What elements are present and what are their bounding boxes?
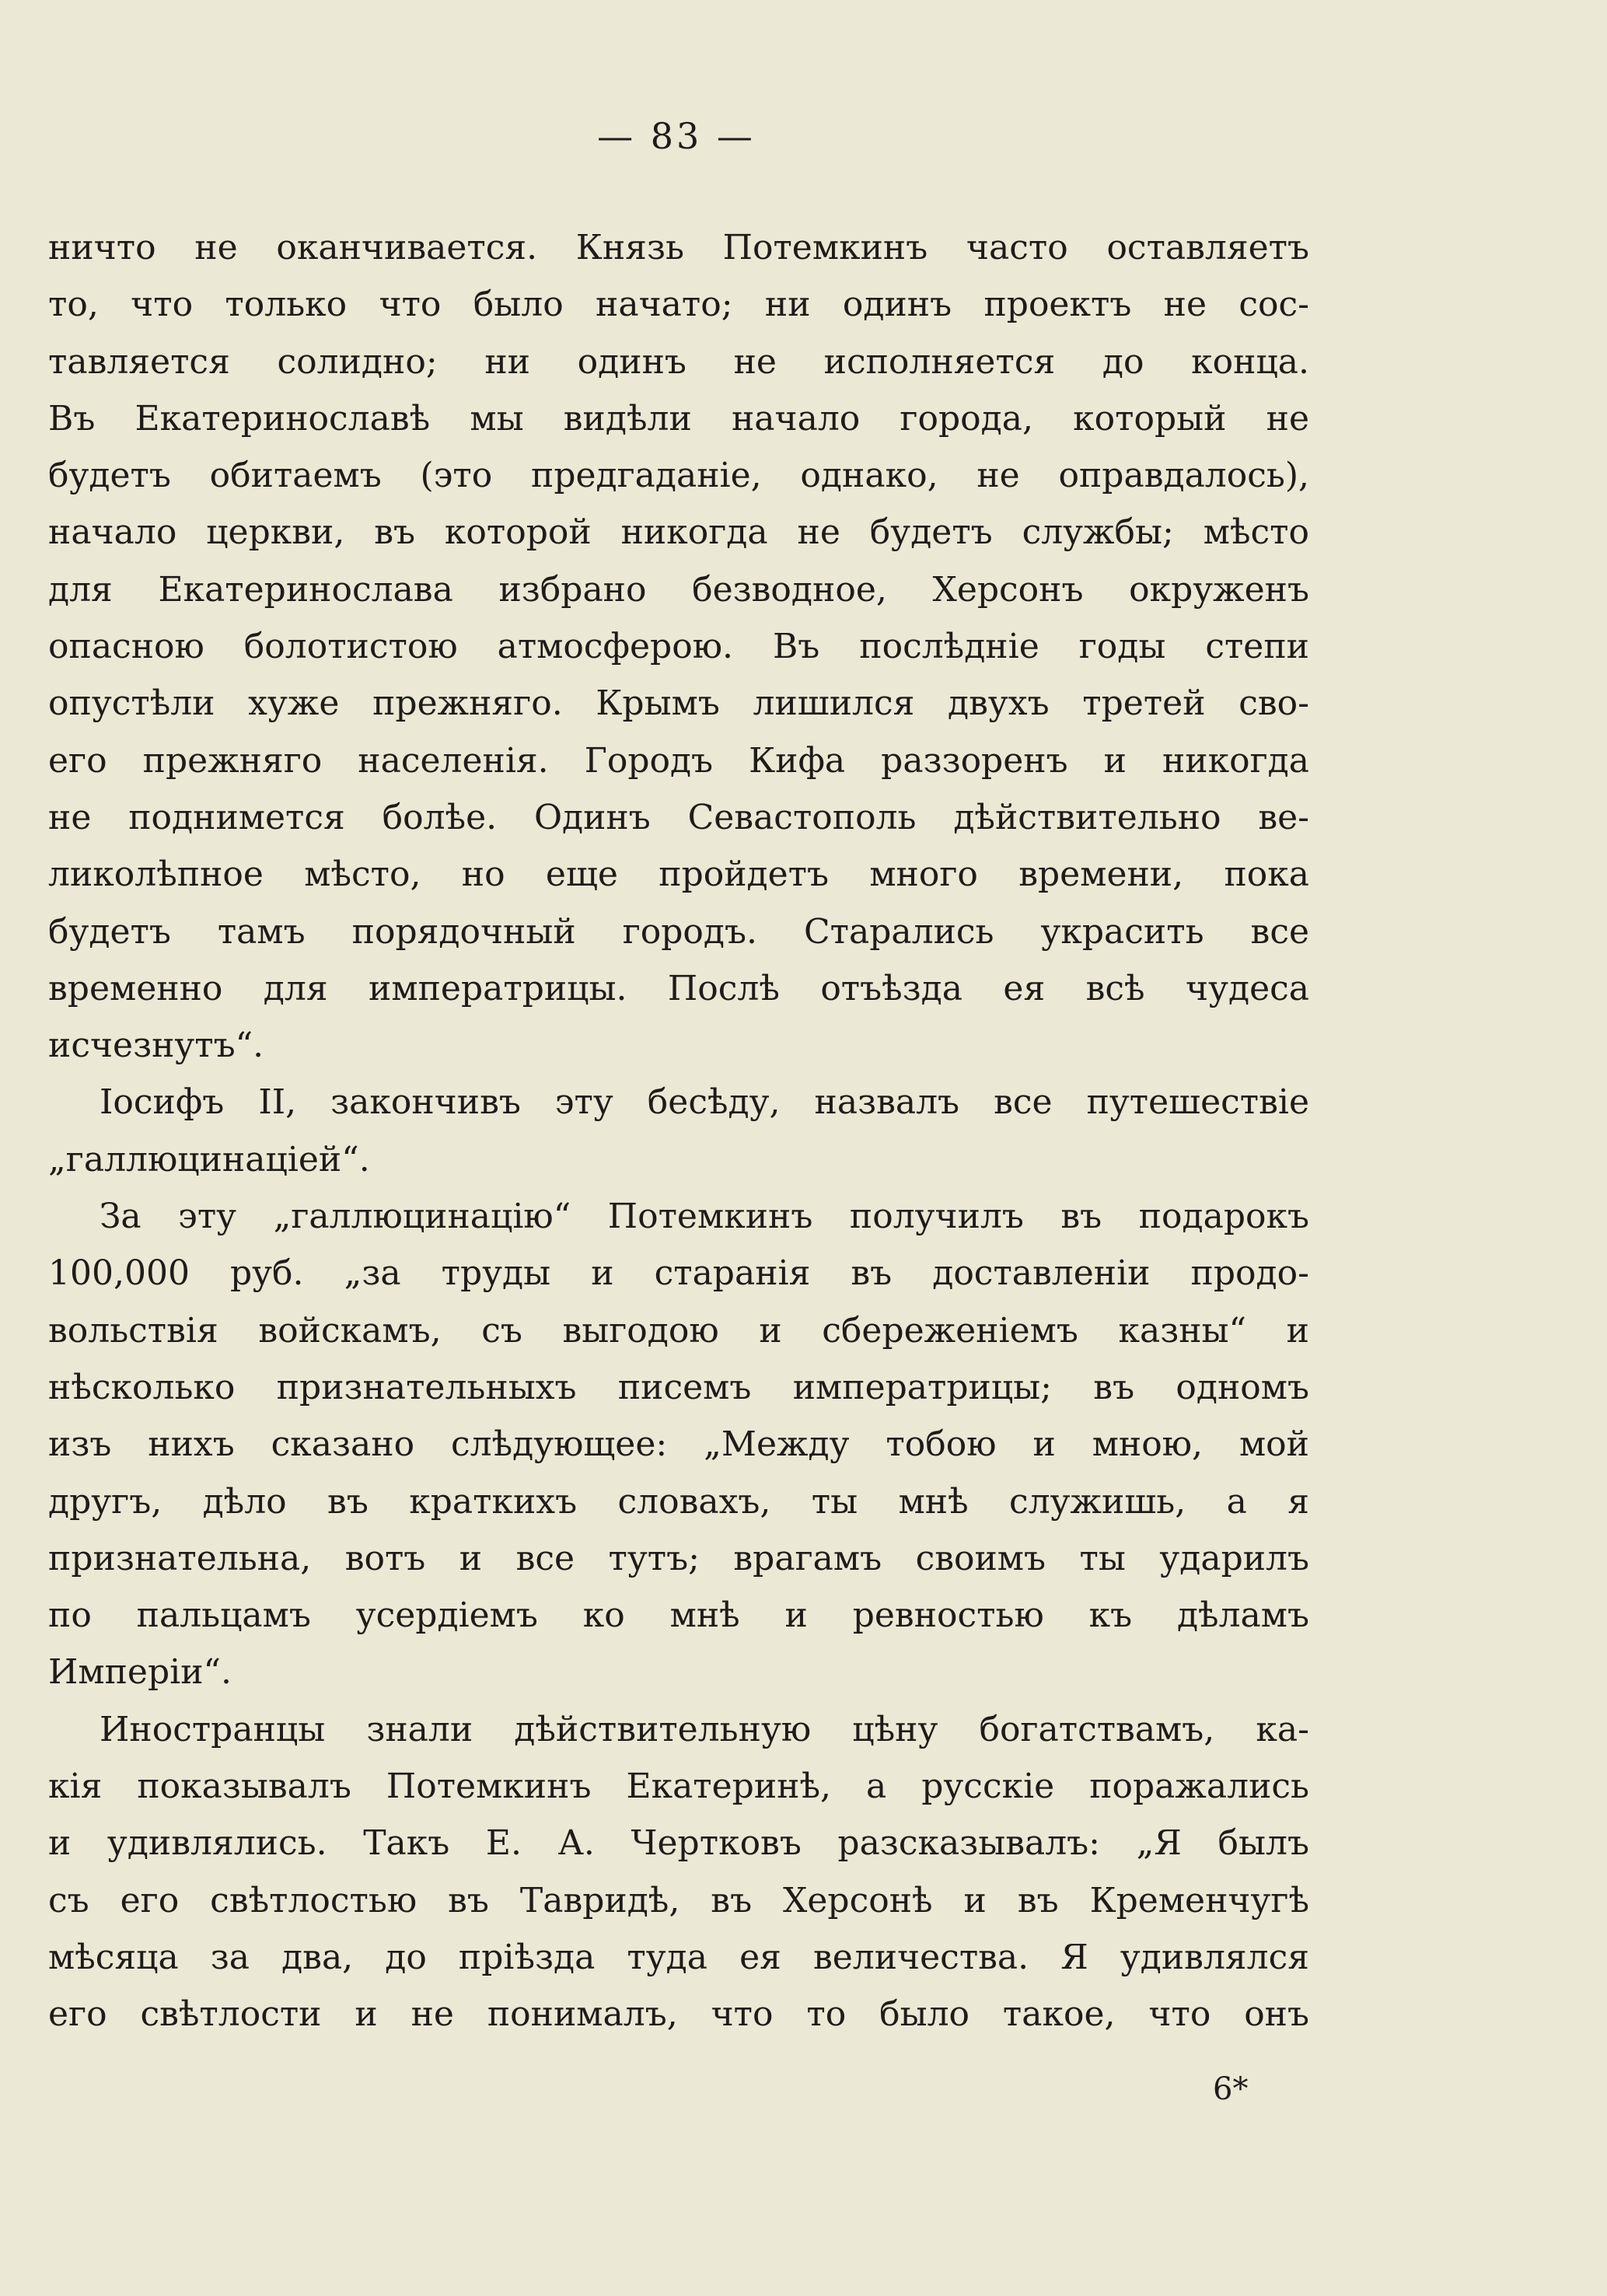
paragraph-end-line: исчезнутъ“. <box>48 1026 264 1066</box>
text-line: опасною болотистою атмосферою. Въ послѣдніе годы степи <box>48 627 1309 667</box>
text-line: съ его свѣтлостью въ Тавридѣ, въ Херсонѣ и въ Кременчугѣ <box>48 1880 1309 1920</box>
text-line: начало церкви, въ которой никогда не будетъ службы; мѣсто <box>48 512 1309 553</box>
text-line: временно для императрицы. Послѣ отъѣзда ея всѣ чудеса <box>48 968 1309 1008</box>
page-number: — 83 — <box>597 115 756 157</box>
text-line: нѣсколько признательныхъ писемъ императрицы; въ одномъ <box>48 1367 1309 1407</box>
text-line: для Екатеринослава избрано безводное, Херсонъ окруженъ <box>48 569 1309 610</box>
text-line: будетъ тамъ порядочный городъ. Старались украсить все <box>48 911 1309 952</box>
text-line: мѣсяца за два, до пріѣзда туда ея величества. Я удивлялся <box>48 1937 1309 1977</box>
text-line: его свѣтлости и не понималъ, что то было такое, что онъ <box>48 1994 1309 2035</box>
text-line: вольствія войскамъ, съ выгодою и сбереженіемъ казны“ и <box>48 1310 1309 1351</box>
body-text <box>48 219 1309 2043</box>
text-line: опустѣли хуже прежняго. Крымъ лишился двухъ третей сво- <box>48 683 1309 724</box>
paragraph-start-line: За эту „галлюцинацію“ Потемкинъ получилъ въ подарокъ <box>100 1197 1309 1237</box>
text-line: будетъ обитаемъ (это предгаданіе, однако, не оправдалось), <box>48 456 1309 496</box>
text-line: и удивлялись. Такъ Е. А. Чертковъ разсказывалъ: „Я былъ <box>48 1823 1309 1864</box>
text-line: изъ нихъ сказано слѣдующее: „Между тобою и мною, мой <box>48 1424 1309 1465</box>
text-line: по пальцамъ усердіемъ ко мнѣ и ревностью къ дѣламъ <box>48 1595 1309 1636</box>
paragraph-end-line: „галлюцинаціей“. <box>48 1139 370 1179</box>
signature-mark: 6* <box>1213 2071 1249 2107</box>
text-line: его прежняго населенія. Городъ Кифа раззоренъ и никогда <box>48 740 1309 781</box>
text-line: признательна, вотъ и все тутъ; врагамъ своимъ ты ударилъ <box>48 1538 1309 1578</box>
paragraph-end-line: Имперіи“. <box>48 1652 232 1693</box>
text-line: другъ, дѣло въ краткихъ словахъ, ты мнѣ служишь, а я <box>48 1481 1309 1522</box>
paragraph-start-line: Иностранцы знали дѣйствительную цѣну богатствамъ, ка- <box>100 1709 1309 1749</box>
text-line: не поднимется болѣе. Одинъ Севастополь дѣйствительно ве- <box>48 797 1309 837</box>
text-line: ликолѣпное мѣсто, но еще пройдетъ много времени, пока <box>48 854 1309 895</box>
paragraph-start-line: Іосифъ II, закончивъ эту бесѣду, назвалъ все путешествіе <box>100 1082 1309 1123</box>
text-line: ничто не оканчивается. Князь Потемкинъ часто оставляетъ <box>48 228 1309 267</box>
text-line: 100,000 руб. „за труды и старанія въ доставленіи продо- <box>48 1253 1309 1294</box>
text-line: то, что только что было начато; ни одинъ проектъ не сос- <box>48 285 1309 325</box>
text-line: тавляется солидно; ни одинъ не исполняется до конца. <box>48 341 1309 382</box>
text-line: кія показывалъ Потемкинъ Екатеринѣ, а русскіе поражались <box>48 1767 1309 1807</box>
text-line: Въ Екатеринославѣ мы видѣли начало города, который не <box>48 398 1309 439</box>
